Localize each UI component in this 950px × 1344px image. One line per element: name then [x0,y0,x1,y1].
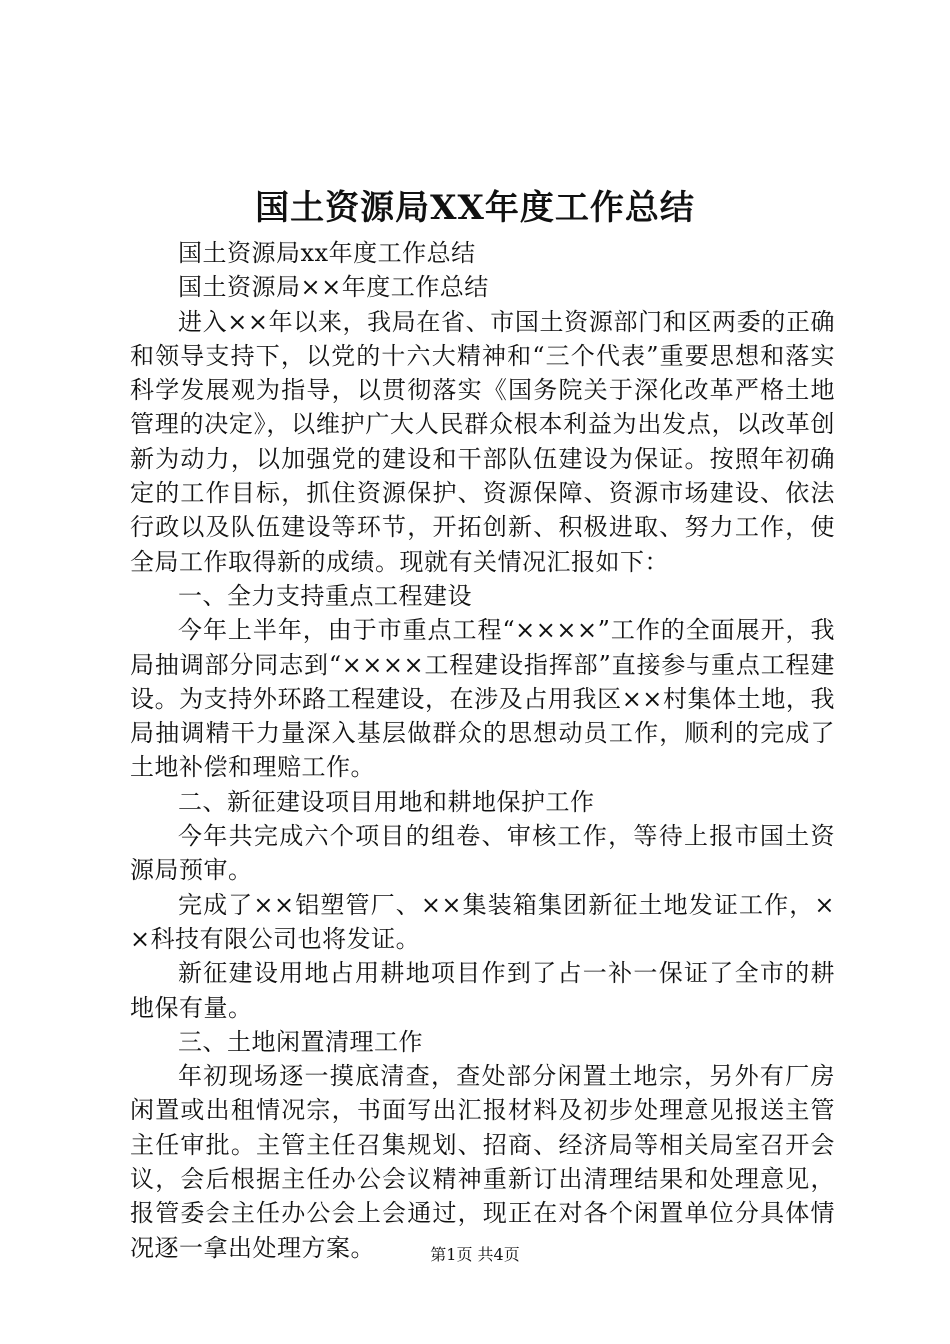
paragraph-section-1: 今年上半年，由于市重点工程“××××”工作的全面展开，我局抽调部分同志到“××××工程建设指挥部”直接参与重点工程建设。为支持外环路工程建设，在涉及占用我区××村集体土地，我局抽调精干力量深入基层做群众的思想动员工作，顺利的完成了土地补偿和理赔工作。 [130,616,835,782]
section-heading-1: 一、全力支持重点工程建设 [178,581,472,610]
paragraph-intro: 进入××年以来，我局在省、市国土资源部门和区两委的正确和领导支持下，以党的十六大精神和“三个代表”重要思想和落实科学发展观为指导，以贯彻落实《国务院关于深化改革严格土地管理的决定》，以维护广大人民群众根本利益为出发点，以改革创新为动力，以加强党的建设和干部队伍建设为保证。按照年初确定的工作目标，抓住资源保护、资源保障、资源市场建设、依法行政以及队伍建设等环节，开拓创新、积极进取、努力工作，使全局工作取得新的成绩。现就有关情况汇报如下： [130,307,835,576]
paragraph-section-2-c: 新征建设用地占用耕地项目作到了占一补一保证了全市的耕地保有量。 [130,959,835,1022]
paragraph-section-2-b: 完成了××铝塑管厂、××集装箱集团新征土地发证工作，××科技有限公司也将发证。 [130,890,835,953]
paragraph-subtitle-1: 国土资源局xx年度工作总结 [178,239,476,267]
paragraph-subtitle-2: 国土资源局××年度工作总结 [178,273,489,302]
page-number-footer: 第1页 共4页 [430,1245,520,1264]
section-heading-2: 二、新征建设项目用地和耕地保护工作 [178,787,595,816]
paragraph-section-2-a: 今年共完成六个项目的组卷、审核工作，等待上报市国土资源局预审。 [130,822,835,885]
document-title: 国土资源局XX年度工作总结 [255,188,695,228]
document-body [130,236,835,1265]
section-heading-3: 三、土地闲置清理工作 [178,1027,423,1056]
paragraph-section-3: 年初现场逐一摸底清查，查处部分闲置土地宗，另外有厂房闲置或出租情况宗，书面写出汇报材料及初步处理意见报送主管主任审批。主管主任召集规划、招商、经济局等相关局室召开会议，会后根据主任办公会议精神重新订出清理结果和处理意见，报管委会主任办公会上会通过，现正在对各个闲置单位分具体情况逐一拿出处理方案。 [130,1062,835,1262]
